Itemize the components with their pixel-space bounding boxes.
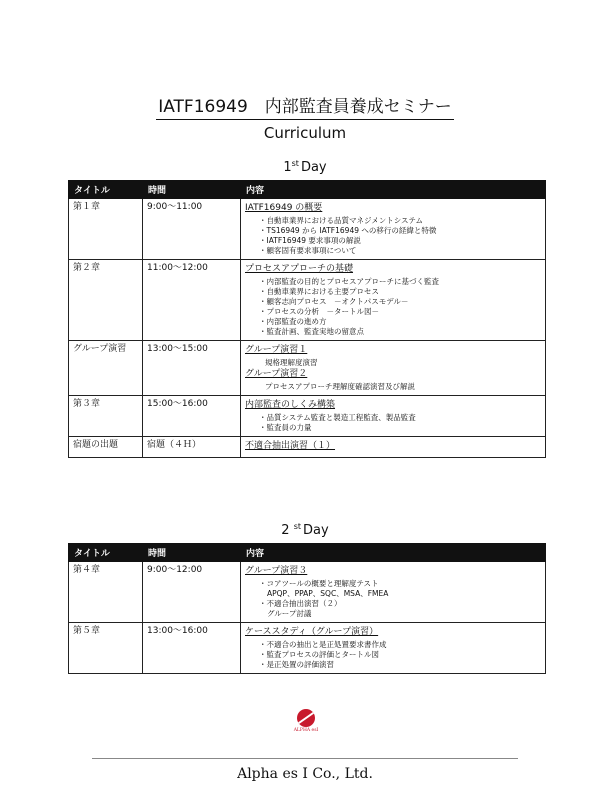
logo-text: ALPHA esI	[293, 728, 319, 733]
chapter-cell: 第３章	[69, 396, 143, 437]
list-item: ・自動車業界における主要プロセス	[259, 287, 379, 296]
section-items	[259, 277, 541, 337]
chapter-cell: 第２章	[69, 260, 143, 341]
list-item: ・不適合抽出演習（２）	[259, 599, 342, 608]
list-item: ・顧客固有要求事項について	[259, 246, 357, 255]
chapter-cell: グループ演習	[69, 341, 143, 396]
company-name: Alpha es I Co., Ltd.	[237, 766, 373, 782]
time-cell: 宿題（４Ｈ）	[143, 437, 241, 458]
day1-table	[68, 180, 546, 458]
section-heading: 内部監査のしくみ構築	[245, 400, 336, 410]
col-header-time: 時間	[143, 181, 241, 199]
content-cell	[241, 396, 546, 437]
section-items	[259, 413, 541, 433]
list-item: ・品質システム監査と製造工程監査、製品監査	[259, 413, 416, 422]
col-header-content: 内容	[241, 181, 546, 199]
list-item: ・是正処置の評価演習	[259, 660, 334, 669]
table-row	[69, 437, 546, 458]
company-logo	[288, 709, 324, 733]
time-cell: 9:00～11:00	[143, 199, 241, 260]
list-item: ・自動車業界における品質マネジメントシステム	[259, 216, 424, 225]
table-row	[69, 199, 546, 260]
list-item: ・プロセスの分析 －タートル図－	[259, 307, 379, 316]
document-subtitle: Curriculum	[263, 124, 347, 142]
col-header-title: タイトル	[69, 181, 143, 199]
col-header-content: 内容	[241, 544, 546, 562]
content-cell	[241, 437, 546, 458]
section-items	[259, 216, 541, 256]
section-items	[259, 579, 541, 619]
section-heading: ケーススタディ（グループ演習）	[245, 627, 379, 637]
list-item: APQP、PPAP、SQC、MSA、FMEA	[267, 589, 389, 598]
table-row	[69, 562, 546, 623]
chapter-cell: 第４章	[69, 562, 143, 623]
content-cell	[241, 260, 546, 341]
document-title: IATF16949 内部監査員養成セミナー	[0, 92, 610, 117]
day1-heading: 1st Day	[283, 159, 327, 175]
list-item: ・監査計画、監査実地の留意点	[259, 327, 364, 336]
list-item: 規格理解度演習	[265, 358, 318, 367]
time-cell: 13:00～16:00	[143, 623, 241, 674]
col-header-title: タイトル	[69, 544, 143, 562]
time-cell: 13:00～15:00	[143, 341, 241, 396]
section-heading: グループ演習３	[245, 566, 308, 576]
section-heading: プロセスアプローチの基礎	[245, 264, 354, 274]
time-cell: 11:00～12:00	[143, 260, 241, 341]
chapter-cell: 第５章	[69, 623, 143, 674]
content-cell	[241, 623, 546, 674]
list-item: ・監査員の力量	[259, 423, 312, 432]
logo-mark-icon	[297, 709, 315, 727]
chapter-cell: 宿題の出題	[69, 437, 143, 458]
list-item: ・顧客志向プロセス －オクトパスモデル－	[259, 297, 409, 306]
list-item: プロセスアプローチ理解度確認演習及び解説	[265, 382, 415, 391]
footer-divider	[92, 758, 518, 759]
section-items	[259, 358, 541, 368]
list-item: グループ討議	[267, 609, 312, 618]
table-row	[69, 341, 546, 396]
section-heading: グループ演習２	[245, 369, 308, 379]
table-row	[69, 260, 546, 341]
table-row	[69, 396, 546, 437]
list-item: ・監査プロセスの評価とタートル図	[259, 650, 379, 659]
chapter-cell: 第１章	[69, 199, 143, 260]
list-item: ・IATF16949 要求事項の解説	[259, 236, 361, 245]
col-header-time: 時間	[143, 544, 241, 562]
content-cell	[241, 199, 546, 260]
time-cell: 15:00～16:00	[143, 396, 241, 437]
section-heading: 不適合抽出演習（１）	[245, 441, 336, 451]
time-cell: 9:00～12:00	[143, 562, 241, 623]
content-cell	[241, 341, 546, 396]
list-item: ・コアツールの概要と理解度テスト	[259, 579, 379, 588]
day2-heading: 2 $^{st}$ Day	[281, 522, 329, 538]
section-heading: IATF16949 の概要	[245, 203, 323, 213]
table-row	[69, 623, 546, 674]
section-items	[259, 382, 541, 392]
section-heading: グループ演習１	[245, 345, 308, 355]
list-item: ・不適合の抽出と是正処置要求書作成	[259, 640, 387, 649]
content-cell	[241, 562, 546, 623]
day2-table	[68, 543, 546, 674]
list-item: ・内部監査の目的とプロセスアプローチに基づく監査	[259, 277, 439, 286]
list-item: ・内部監査の進め方	[259, 317, 327, 326]
list-item: ・TS16949 から IATF16949 への移行の経緯と特徴	[259, 226, 437, 235]
section-items	[259, 640, 541, 670]
